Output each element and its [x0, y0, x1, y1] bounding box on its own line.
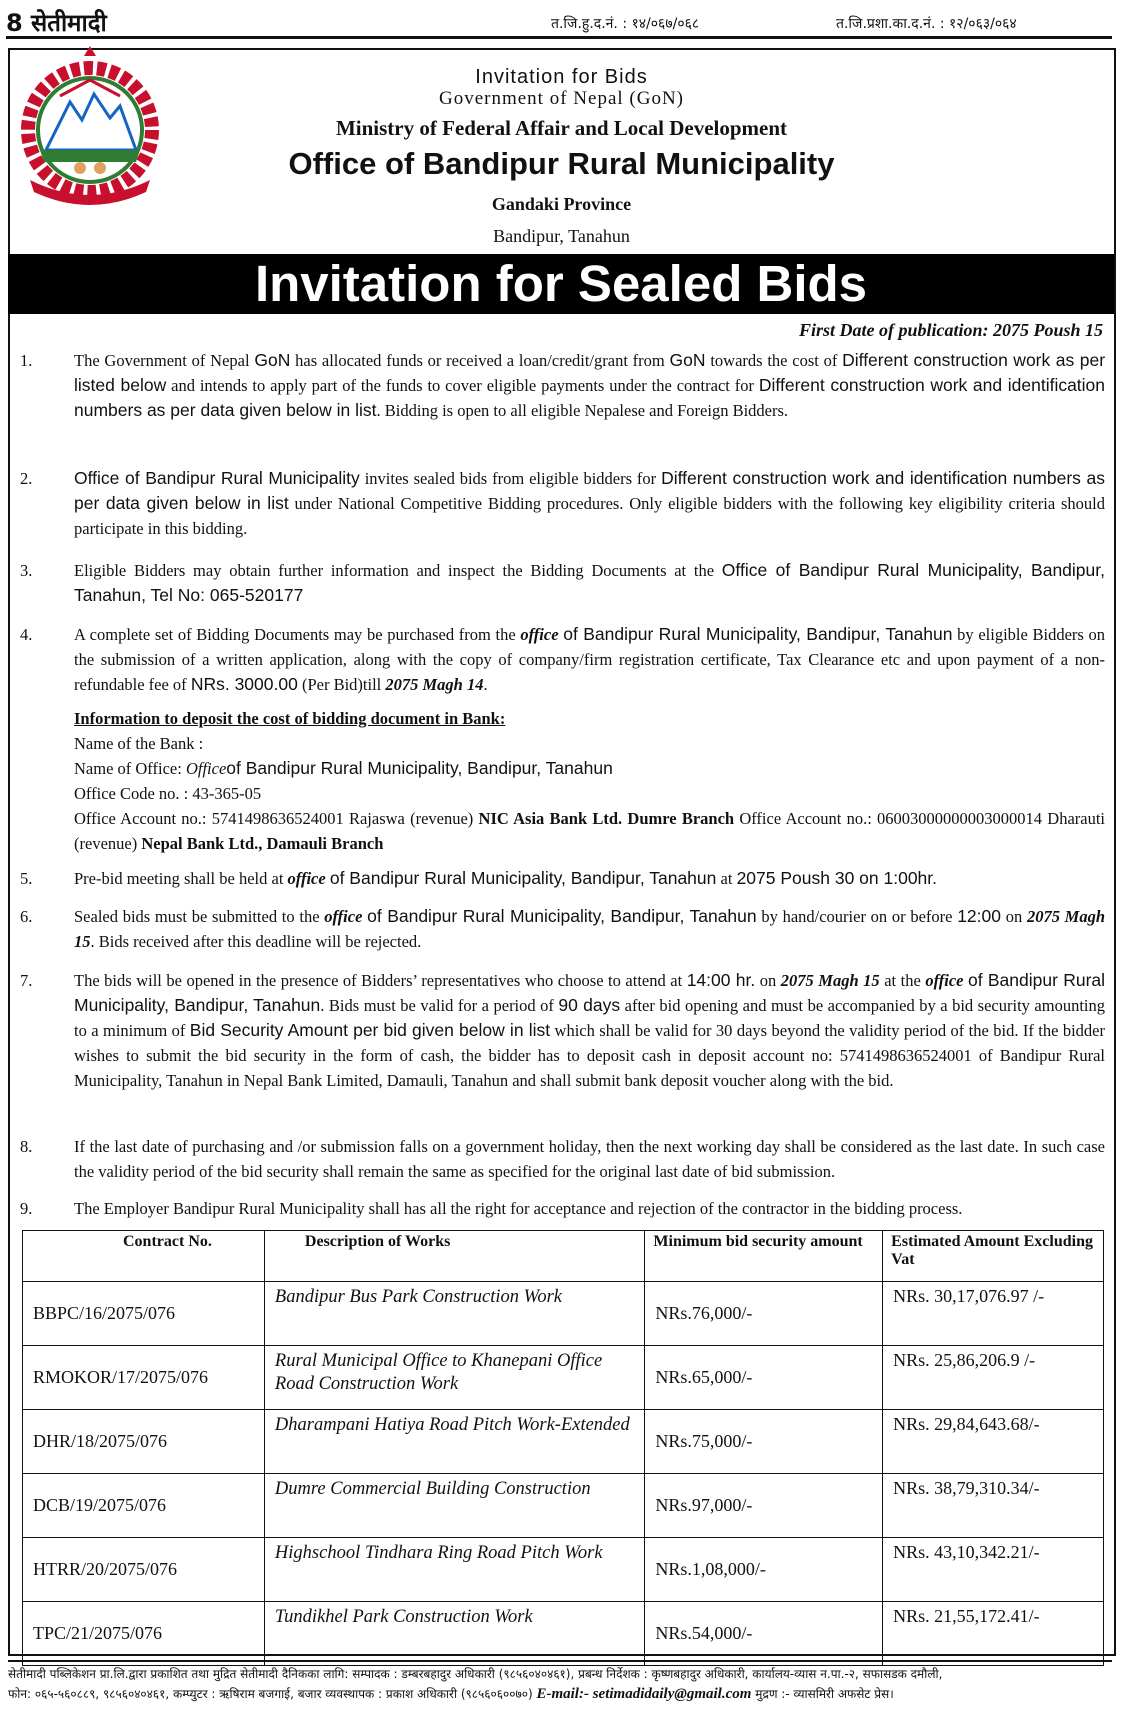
clause-text: The bids will be opened in the presence of Bidders’ representatives who choose to attend at: [74, 971, 683, 990]
clause-text: at: [720, 869, 733, 888]
bank-info-heading: Information to deposit the cost of bidding document in Bank:: [74, 709, 506, 728]
validity-period: 90 days: [558, 995, 621, 1015]
estimated-amount: NRs. 25,86,206.9 /-: [883, 1346, 1104, 1410]
col-header-description: Description of Works: [264, 1231, 644, 1282]
contract-no: TPC/21/2075/076: [23, 1602, 265, 1666]
office-word: office: [287, 869, 326, 888]
clause-text: . Bids must be valid for a period of: [320, 996, 554, 1015]
funder-field: GoN: [254, 350, 291, 370]
account-revenue: Office Account no.: 5741498636524001 Rajaswa (revenue): [74, 809, 474, 828]
clause-5: [20, 866, 1105, 891]
bank-info: [20, 706, 1105, 856]
opening-time: 14:00 hr.: [686, 970, 756, 990]
clause-text: .: [483, 675, 488, 694]
clause-text: by eligible Bidders on the submission of a written application, along with the copy of company/firm registration certificate, Tax Clearance etc and upon payment of a non-refundable fee of: [74, 625, 1105, 694]
office-contact-field: Office of Bandipur Rural Municipality, Bandipur, Tanahun, Tel No: 065-520177: [74, 560, 1105, 605]
clause-text: under National Competitive Bidding procedures. Only eligible bidders with the following key eligibility criteria should participate in this bidding.: [74, 494, 1106, 538]
publisher-footer: [8, 1660, 1112, 1704]
clause-text: by hand/courier on or before: [761, 907, 953, 926]
project-field: Different construction work as per listed below: [74, 350, 1106, 395]
clause-text: towards the cost of: [710, 351, 838, 370]
footer-line-1: सेतीमादी पब्लिकेशन प्रा.लि.द्वारा प्रकाशित तथा मुद्रित सेतीमादी दैनिकका लागि: सम्पादक : डम्बरबहादुर अधिकारी (९८५६०४०४६१), प्रबन्ध निर्देशक : कृष्णबहादुर अधिकारी, कार्यालय-व्यास न.पा.-२, सफासडक दमौली,: [8, 1667, 943, 1681]
clause-number: 2.: [20, 469, 33, 488]
bid-table: [22, 1230, 1104, 1666]
clause-text: The Employer Bandipur Rural Municipality shall has all the right for acceptance and rejection of the contractor in the bidding process.: [74, 1199, 963, 1218]
header-ministry: Ministry of Federal Affair and Local Development: [335, 116, 788, 140]
clause-text: If the last date of purchasing and /or submission falls on a government holiday, then the next working day shall be considered as the last date. In such case the validity period of the bid security shall remain the same as specified for the original last date of bid submission.: [74, 1137, 1105, 1181]
bank-name-line: Name of the Bank :: [74, 734, 204, 753]
clause-number: 6.: [20, 907, 33, 926]
project-field: Different construction work and identification numbers as per data given below in list: [74, 468, 1106, 513]
publication-date: First Date of publication: 2075 Poush 15: [798, 320, 1103, 340]
work-description: Rural Municipal Office to Khanepani Office Road Construction Work: [264, 1346, 644, 1410]
submission-date: 2075 Magh 15: [74, 907, 1106, 951]
estimated-amount: NRs. 30,17,076.97 /-: [883, 1282, 1104, 1346]
clause-9: [20, 1196, 1105, 1221]
footer-printer: मुद्रण :- व्यासमिरी अफसेट प्रेस।: [755, 1687, 894, 1701]
clause-text: on: [759, 971, 777, 990]
bid-security: NRs.75,000/-: [645, 1410, 883, 1474]
clause-text: has allocated funds or received a loan/credit/grant from: [295, 351, 665, 370]
col-header-estimate: Estimated Amount Excluding Vat: [883, 1231, 1104, 1282]
contract-no: DCB/19/2075/076: [23, 1474, 265, 1538]
opening-date: 2075 Magh 15: [780, 971, 880, 990]
office-field: Office of Bandipur Rural Municipality: [74, 468, 360, 488]
clause-number: 1.: [20, 351, 33, 370]
work-description: Highschool Tindhara Ring Road Pitch Work: [264, 1538, 644, 1602]
header-government: Government of Nepal (GoN): [438, 88, 684, 109]
clause-6: [20, 904, 1105, 954]
header-invitation: Invitation for Bids: [475, 66, 648, 88]
clause-text: which shall be valid for 30 days beyond the validity period of the bid. If the bidder wishes to submit the bid security in the form of cash, the bidder has to deposit cash in deposit account no: 5741498636524001 of Bandipur Rural Municipality, Tanahun in Nepal Bank Limited, Damauli, Tanahun and shall submit bank deposit voucher along with the bid.: [74, 1021, 1106, 1090]
clause-text: on: [1005, 907, 1023, 926]
clause-text: Eligible Bidders may obtain further information and inspect the Bidding Documents at the: [74, 561, 715, 580]
clause-text: Sealed bids must be submitted to the: [74, 907, 320, 926]
clause-number: 8.: [20, 1137, 33, 1156]
clause-text: at the: [884, 971, 921, 990]
work-description: Bandipur Bus Park Construction Work: [264, 1282, 644, 1346]
bid-security: NRs.1,08,000/-: [645, 1538, 883, 1602]
deadline-date: 2075 Magh 14: [385, 675, 484, 694]
work-description: Tundikhel Park Construction Work: [264, 1602, 644, 1666]
office-word: office: [520, 625, 559, 644]
work-description: Dumre Commercial Building Construction: [264, 1474, 644, 1538]
clause-text: The Government of Nepal: [74, 351, 250, 370]
estimated-amount: NRs. 43,10,342.21/-: [883, 1538, 1104, 1602]
submission-time: 12:00: [957, 906, 1001, 926]
header-office: Office of Bandipur Rural Municipality: [288, 146, 835, 181]
clause-1: [20, 348, 1105, 423]
clause-text: (Per Bid)till: [301, 675, 382, 694]
bid-security: NRs.54,000/-: [645, 1602, 883, 1666]
notice-banner: Invitation for Sealed Bids: [8, 254, 1114, 314]
clause-number: 4.: [20, 625, 33, 644]
header-location: Bandipur, Tanahun: [493, 226, 630, 246]
clause-8: [20, 1134, 1105, 1184]
bid-security: NRs.97,000/-: [645, 1474, 883, 1538]
bank-branch: Nepal Bank Ltd., Damauli Branch: [141, 834, 384, 853]
footer-line-2: [8, 1684, 1112, 1704]
office-word: office: [925, 971, 964, 990]
security-field: Bid Security Amount per bid given below in list: [189, 1020, 551, 1040]
contract-no: BBPC/16/2075/076: [23, 1282, 265, 1346]
bid-security: NRs.76,000/-: [645, 1282, 883, 1346]
clause-text: . Bidding is open to all eligible Nepalese and Foreign Bidders.: [376, 401, 789, 420]
office-name-label: Name of Office:: [74, 759, 182, 778]
project-field: Different construction work and identification numbers as per data given below in list: [74, 375, 1106, 420]
fee-field: NRs. 3000.00: [190, 674, 298, 694]
office-field: of Bandipur Rural Municipality, Bandipur, Tanahun: [563, 624, 953, 644]
account-deposit: Office Account no.: 06003000000003000014 Dharauti (revenue): [74, 809, 1106, 853]
office-word: Office: [185, 759, 227, 778]
table-row: [23, 1602, 1104, 1666]
clause-text: after bid opening and must be accompanied by a bid security amounting to a minimum of: [74, 996, 1105, 1040]
clause-number: 7.: [20, 971, 33, 990]
contract-no: DHR/18/2075/076: [23, 1410, 265, 1474]
clause-number: 3.: [20, 561, 33, 580]
estimated-amount: NRs. 38,79,310.34/-: [883, 1474, 1104, 1538]
clause-7: [20, 968, 1105, 1093]
clause-text: Pre-bid meeting shall be held at: [74, 869, 284, 888]
table-row: [23, 1474, 1104, 1538]
clause-4: [20, 622, 1105, 697]
table-row: [23, 1282, 1104, 1346]
masthead-bar: [6, 6, 1112, 39]
footer-email: E-mail:- setimadidaily@gmail.com: [536, 1686, 752, 1702]
clause-3: [20, 558, 1105, 608]
clause-number: 9.: [20, 1199, 33, 1218]
office-field: of Bandipur Rural Municipality, Bandipur, Tanahun: [226, 758, 613, 778]
contract-no: RMOKOR/17/2075/076: [23, 1346, 265, 1410]
footer-contacts: फोन: ०६५-५६०८८९, ९८५६०४०४६१, कम्प्युटर : ऋषिराम बजगाई, बजार व्यवस्थापक : प्रकाश अधिकारी (९८५६०६००७०): [8, 1687, 533, 1701]
estimated-amount: NRs. 29,84,643.68/-: [883, 1410, 1104, 1474]
clause-text: invites sealed bids from eligible bidders for: [364, 469, 657, 488]
page-label: 8 सेतीमादी: [6, 9, 107, 37]
work-description: Dharampani Hatiya Road Pitch Work-Extended: [264, 1410, 644, 1474]
clause-2: [20, 466, 1105, 541]
table-row: [23, 1410, 1104, 1474]
clause-text: A complete set of Bidding Documents may be purchased from the: [74, 625, 516, 644]
account-line: [74, 806, 1105, 856]
table-header-row: [23, 1231, 1104, 1282]
estimated-amount: NRs. 21,55,172.41/-: [883, 1602, 1104, 1666]
bank-branch: NIC Asia Bank Ltd. Dumre Branch: [478, 809, 735, 828]
contract-no: HTRR/20/2075/076: [23, 1538, 265, 1602]
office-word: office: [324, 907, 363, 926]
prebid-date: 2075 Poush 30 on 1:00hr.: [736, 868, 938, 888]
office-field: of Bandipur Rural Municipality, Bandipur, Tanahun: [367, 906, 757, 926]
table-row: [23, 1346, 1104, 1410]
bid-security: NRs.65,000/-: [645, 1346, 883, 1410]
office-code-line: Office Code no. : 43-365-05: [74, 784, 262, 803]
table-row: [23, 1538, 1104, 1602]
header-province: Gandaki Province: [491, 194, 632, 214]
registration-ref-1: त.जि.हु.द.नं. : १४/०६७/०६८: [551, 16, 700, 32]
clause-text: . Bids received after this deadline will be rejected.: [90, 932, 422, 951]
clause-number: 5.: [20, 869, 33, 888]
clause-text: and intends to apply part of the funds to cover eligible payments under the contract for: [171, 376, 754, 395]
col-header-security: Minimum bid security amount: [645, 1231, 883, 1282]
col-header-contract: Contract No.: [23, 1231, 265, 1282]
funder-field: GoN: [669, 350, 706, 370]
office-field: of Bandipur Rural Municipality, Bandipur, Tanahun: [329, 868, 717, 888]
office-field: of Bandipur Rural Municipality, Bandipur, Tanahun: [74, 970, 1106, 1015]
registration-ref-2: त.जि.प्रशा.का.द.नं. : १२/०६३/०६४: [836, 16, 1017, 32]
office-name-line: [74, 756, 1105, 781]
